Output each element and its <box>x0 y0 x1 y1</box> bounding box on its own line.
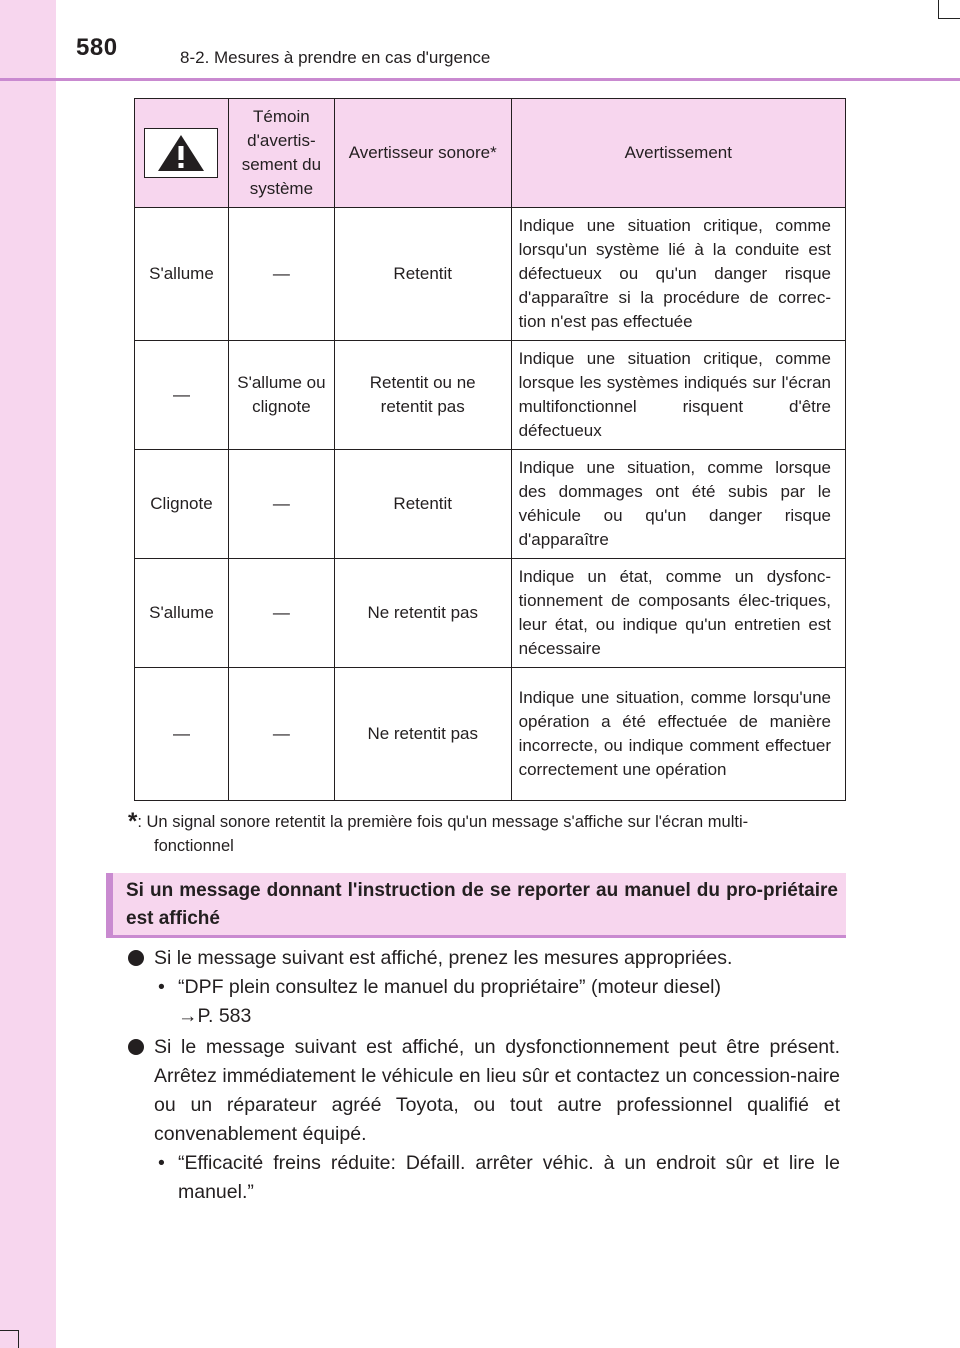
system-cell: — <box>228 208 334 341</box>
column-header: Témoin d'avertis-sement du système <box>228 99 334 208</box>
callout-heading: Si un message donnant l'instruction de se reporter au manuel du pro-priétaire est affiché <box>126 880 838 929</box>
page-header <box>0 0 960 82</box>
table-header-row <box>135 99 846 208</box>
buzzer-cell: Retentit <box>334 208 511 341</box>
bullet-text: Si le message suivant est affiché, prenez les mesures appropriées. <box>154 947 733 969</box>
table-row <box>135 341 846 450</box>
crop-mark <box>938 0 939 18</box>
list-item <box>128 944 840 973</box>
body-text <box>128 944 840 1207</box>
page-number: 580 <box>76 34 118 61</box>
crop-mark <box>0 1330 18 1331</box>
column-header: Avertissement <box>511 99 845 208</box>
warning-icon-box <box>144 128 218 178</box>
bullet-text: Si le message suivant est affiché, un dysfonctionnement peut être présent. Arrêtez immédiatement le véhicule en lieu sûr et contactez un concession-naire ou un réparateur agréé Toyota, ou tout autre professionnel qualifié et convenablement équipé. <box>154 1036 840 1145</box>
table-row <box>135 208 846 341</box>
buzzer-cell: Ne retentit pas <box>334 559 511 668</box>
system-cell: S'allume ou clignote <box>228 341 334 450</box>
section-title: 8-2. Mesures à prendre en cas d'urgence <box>180 48 491 67</box>
warning-table <box>134 98 846 801</box>
header-rule <box>0 78 960 81</box>
warning-cell: Indique une situation, comme lorsque des dommages ont été subis par le véhicule ou qu'un danger risque d'apparaître <box>511 450 845 559</box>
sub-item-text: “DPF plein consultez le manuel du propriétaire” (moteur diesel) <box>178 976 721 998</box>
warning-cell: Indique une situation, comme lorsqu'une opération a été effectuée de manière incorrecte, ou indique comment effectuer correctement une opération <box>511 668 845 801</box>
bullet-dot-icon <box>128 1039 144 1055</box>
buzzer-cell: Retentit ou ne retentit pas <box>334 341 511 450</box>
page-reference[interactable]: →P. 583 <box>178 1005 252 1027</box>
buzzer-cell: Ne retentit pas <box>334 668 511 801</box>
icon-header-cell <box>135 99 229 208</box>
warning-cell: Indique une situation critique, comme lorsque les systèmes indiqués sur l'écran multifonctionnel risquent d'être défectueux <box>511 341 845 450</box>
sub-bullet-icon: • <box>158 1152 165 1174</box>
warning-triangle-icon <box>156 133 206 173</box>
system-cell: — <box>228 450 334 559</box>
left-margin-band <box>0 0 56 1348</box>
warning-cell: Indique un état, comme un dysfonc-tionnement de composants élec-triques, leur état, ou indique qu'un entretien est nécessaire <box>511 559 845 668</box>
crop-mark <box>938 18 960 19</box>
indicator-cell: S'allume <box>135 208 229 341</box>
indicator-cell: — <box>135 341 229 450</box>
table-row <box>135 450 846 559</box>
bullet-dot-icon <box>128 950 144 966</box>
indicator-cell: S'allume <box>135 559 229 668</box>
footnote <box>128 810 840 858</box>
system-cell: — <box>228 668 334 801</box>
table-row <box>135 559 846 668</box>
footnote-text: : Un signal sonore retentit la première fois qu'un message s'affiche sur l'écran multi- <box>137 813 749 831</box>
sub-item <box>128 1149 840 1207</box>
callout-accent-bar <box>106 873 113 935</box>
list-item <box>128 1033 840 1149</box>
warning-cell: Indique une situation critique, comme lorsqu'un système lié à la conduite est défectueux ou qu'un danger risque d'apparaître si la procédure de correc-tion n'est pas effectuée <box>511 208 845 341</box>
callout-heading-box <box>106 873 846 938</box>
crop-mark <box>18 1330 19 1348</box>
sub-item-text: “Efficacité freins réduite: Défaill. arrêter véhic. à un endroit sûr et lire le manuel.” <box>178 1152 840 1203</box>
system-cell: — <box>228 559 334 668</box>
buzzer-cell: Retentit <box>334 450 511 559</box>
sub-item <box>128 973 840 1002</box>
indicator-cell: — <box>135 668 229 801</box>
indicator-cell: Clignote <box>135 450 229 559</box>
column-header: Avertisseur sonore* <box>334 99 511 208</box>
sub-bullet-icon: • <box>158 976 165 998</box>
footnote-text-continued: fonctionnel <box>154 837 234 855</box>
footnote-marker: * <box>128 808 138 835</box>
table-row <box>135 668 846 801</box>
